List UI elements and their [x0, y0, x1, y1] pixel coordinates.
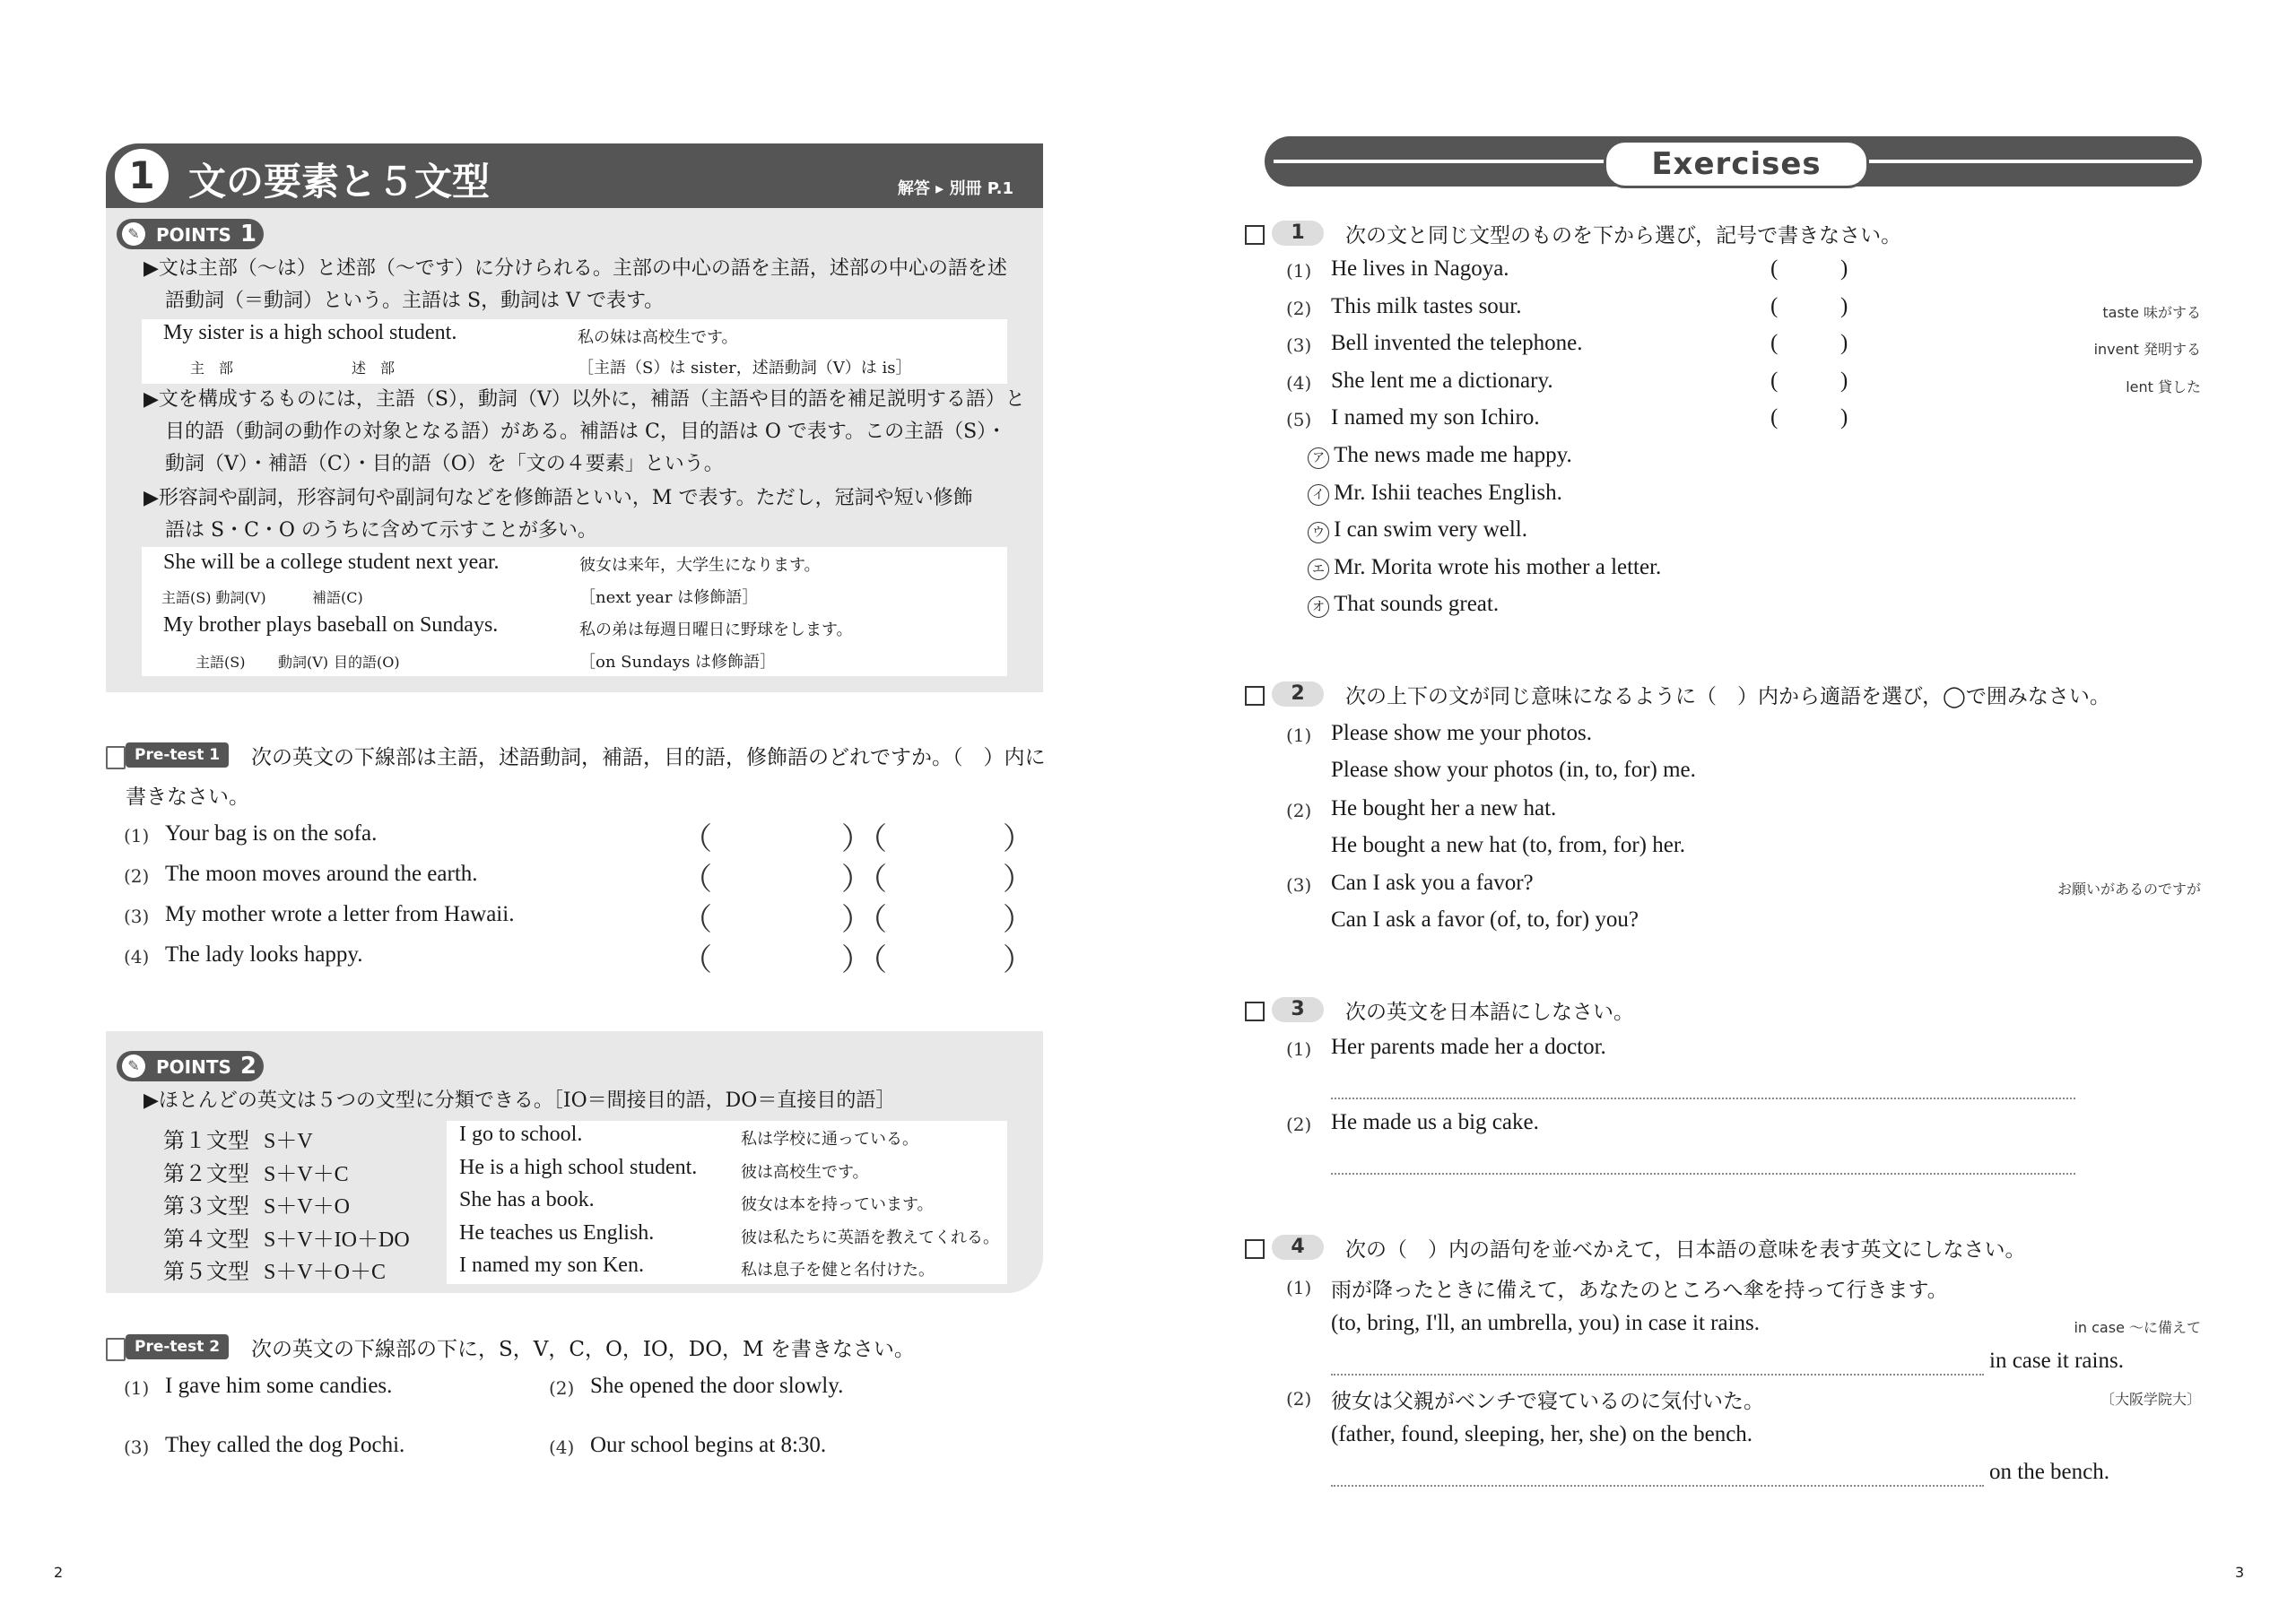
section4-number: 4 [1272, 1235, 1324, 1260]
points1-paragraph1-line1: ▶文は主部（〜は）と述部（〜です）に分けられる。主部の中心の語を主語，述部の中心の語を述 [144, 257, 1007, 280]
example2-note: ［next year は修飾語］ [579, 588, 759, 607]
points1-paragraph2-line3: 動詞（V）・補語（C）・目的語（O）を「文の４要素」という。 [165, 453, 724, 475]
checkbox[interactable] [1245, 1239, 1265, 1259]
list-item: (2) He bought her a new hat. He bought a new hat (to, from, for) her. [1286, 795, 1686, 857]
example1-label-predicate: 述 部 [352, 360, 396, 377]
document-icon [106, 1338, 126, 1361]
section4-instruction: 次の（ ）内の語句を並べかえて，日本語の意味を表す英文にしなさい。 [1345, 1238, 2026, 1262]
pretest1-item: (3) My mother wrote a letter from Hawaii. （ ）（ ） [124, 902, 1033, 937]
checkbox[interactable] [1245, 686, 1265, 706]
page-number-right: 3 [2235, 1564, 2245, 1581]
pretest1-instruction-line2: 書きなさい。 [126, 785, 249, 809]
document-icon [106, 746, 126, 769]
example3-translation: 私の弟は毎週日曜日に野球をします。 [579, 621, 853, 639]
points1-paragraph1-line2: 語動詞（＝動詞）という。主語は S，動詞は V で表す。 [165, 290, 665, 312]
unit-number: 1 [115, 149, 169, 203]
choice-item: イ Mr. Ishii teaches English. [1308, 481, 1661, 518]
section1-number: 1 [1272, 221, 1324, 246]
example2-translation: 彼女は来年，大学生になります。 [579, 556, 821, 575]
section4-item: (2) 彼女は父親がベンチで寝ているのに気付いた。 (father, found, sleeping, her, she) on the bench. 〔大阪学院大〕 on the bench. [1286, 1384, 2201, 1510]
pretest2-badge: Pre-test 2 [126, 1334, 229, 1359]
points2-intro: ▶ほとんどの英文は５つの文型に分類できる。［IO＝間接目的語，DO＝直接目的語］ [144, 1089, 896, 1112]
points1-paragraph2-line2: 目的語（動詞の動作の対象となる語）がある。補語は C，目的語は O で表す。この主語（S）・ [165, 421, 1007, 443]
answer-line[interactable] [1331, 1173, 2075, 1175]
points2-badge: ✎ POINTS 2 [117, 1051, 264, 1081]
pretest1-item: (2) The moon moves around the earth. （ ）（ ） [124, 862, 1033, 897]
section2-items [1286, 721, 2201, 946]
example1-sentence: My sister is a high school student. [163, 321, 457, 344]
section3-number: 3 [1272, 997, 1324, 1022]
unit-title: 文の要素と５文型 [188, 160, 491, 204]
section3-instruction: 次の英文を日本語にしなさい。 [1345, 1001, 1634, 1024]
answer-line[interactable] [1331, 1485, 1984, 1487]
exercises-title: Exercises [1604, 140, 1869, 188]
checkbox[interactable] [1245, 225, 1265, 245]
section1-choices [1308, 443, 1661, 629]
pretest1-item: (1) Your bag is on the sofa. （ ）（ ） [124, 821, 1033, 856]
section4-item: (1) 雨が降ったときに備えて，あなたのところへ傘を持って行きます。 (to, bring, I'll, an umbrella, you) in case it rains. in case 〜に備えて in case it rains. [1286, 1273, 2201, 1399]
pretest2-instruction: 次の英文の下線部の下に，S，V，C，O，IO，DO，M を書きなさい。 [251, 1338, 915, 1361]
table-row: 第２文型 S＋V＋C He is a high school student. 彼は高校生です。 [163, 1155, 869, 1186]
list-item: (3) Bell invented the telephone. ( ) invent 発明する [1286, 331, 2201, 358]
points1-paragraph3-line2: 語は S・C・O のうちに含めて示すことが多い。 [165, 519, 597, 542]
answer-line[interactable] [1331, 1374, 1984, 1376]
pencil-icon: ✎ [122, 222, 145, 246]
section1-items [1286, 256, 2201, 443]
section2-instruction: 次の上下の文が同じ意味になるように（ ）内から適語を選び，◯で囲みなさい。 [1345, 685, 2110, 708]
table-row: 第５文型 S＋V＋O＋C I named my son Ken. 私は息子を健と名付けた。 [163, 1254, 935, 1284]
pretest1-instruction-line1: 次の英文の下線部は主語，述語動詞，補語，目的語，修飾語のどれですか。（ ）内に [251, 746, 1046, 769]
sentence-patterns-table [163, 1121, 1006, 1285]
example3-label-o: 目的語(O) [334, 654, 400, 671]
list-item: (3) Can I ask you a favor? Can I ask a favor (of, to, for) you? お願いがあるのですが [1286, 871, 2201, 932]
example3-label-v: 動詞(V) [278, 654, 329, 671]
page-number-left: 2 [54, 1564, 64, 1581]
example3-note: ［on Sundays は修飾語］ [579, 653, 777, 672]
answer-line[interactable] [1331, 1098, 2075, 1099]
list-item: (4) She lent me a dictionary. ( ) lent 貸した [1286, 368, 2201, 395]
example1-note: ［主語（S）は sister，述語動詞（V）は is］ [578, 359, 912, 378]
example3-sentence: My brother plays baseball on Sundays. [163, 613, 499, 637]
list-item: (1) Please show me your photos. Please show your photos (in, to, for) me. [1286, 721, 1696, 782]
table-row: 第４文型 S＋V＋IO＋DO He teaches us English. 彼は私たちに英語を教えてくれる。 [163, 1220, 999, 1252]
example2-label-sv: 主語(S) 動詞(V) [161, 589, 266, 606]
list-item: (1) He lives in Nagoya. ( ) [1286, 256, 1848, 282]
example1-label-subject: 主 部 [190, 360, 234, 377]
list-item: (2) This milk tastes sour. ( ) taste 味がする [1286, 293, 2201, 321]
example3-label-s: 主語(S) [196, 654, 246, 671]
list-item: (5) I named my son Ichiro. ( ) [1286, 405, 1848, 430]
choice-item: ア The news made me happy. [1308, 443, 1661, 481]
points1-badge: ✎ POINTS 1 [117, 219, 264, 249]
pencil-icon: ✎ [122, 1055, 145, 1078]
pretest1-list [124, 820, 1048, 981]
points1-paragraph2-line1: ▶文を構成するものには，主語（S），動詞（V）以外に，補語（主語や目的語を補足説明する語）と [144, 388, 1025, 411]
section1-instruction: 次の文と同じ文型のものを下から選び，記号で書きなさい。 [1345, 224, 1902, 247]
example2-sentence: She will be a college student next year. [163, 551, 500, 574]
choice-item: エ Mr. Morita wrote his mother a letter. [1308, 555, 1661, 593]
section2-number: 2 [1272, 681, 1324, 707]
points1-paragraph3-line1: ▶形容詞や副詞，形容詞句や副詞句などを修飾語といい，M で表す。ただし，冠詞や短い修飾 [144, 487, 973, 509]
table-row: 第３文型 S＋V＋O She has a book. 彼女は本を持っています。 [163, 1188, 934, 1219]
example1-translation: 私の妹は高校生です。 [578, 328, 738, 347]
pretest1-badge: Pre-test 1 [126, 742, 229, 768]
pretest1-item: (4) The lady looks happy. （ ）（ ） [124, 942, 1033, 977]
answer-reference: 解答 ▸ 別冊 P.1 [897, 179, 1013, 198]
checkbox[interactable] [1245, 1002, 1265, 1021]
choice-item: オ That sounds great. [1308, 592, 1661, 629]
table-row: 第１文型 S＋V I go to school. 私は学校に通っている。 [163, 1123, 918, 1153]
example2-label-c: 補語(C) [312, 589, 363, 606]
choice-item: ウ I can swim very well. [1308, 517, 1661, 555]
